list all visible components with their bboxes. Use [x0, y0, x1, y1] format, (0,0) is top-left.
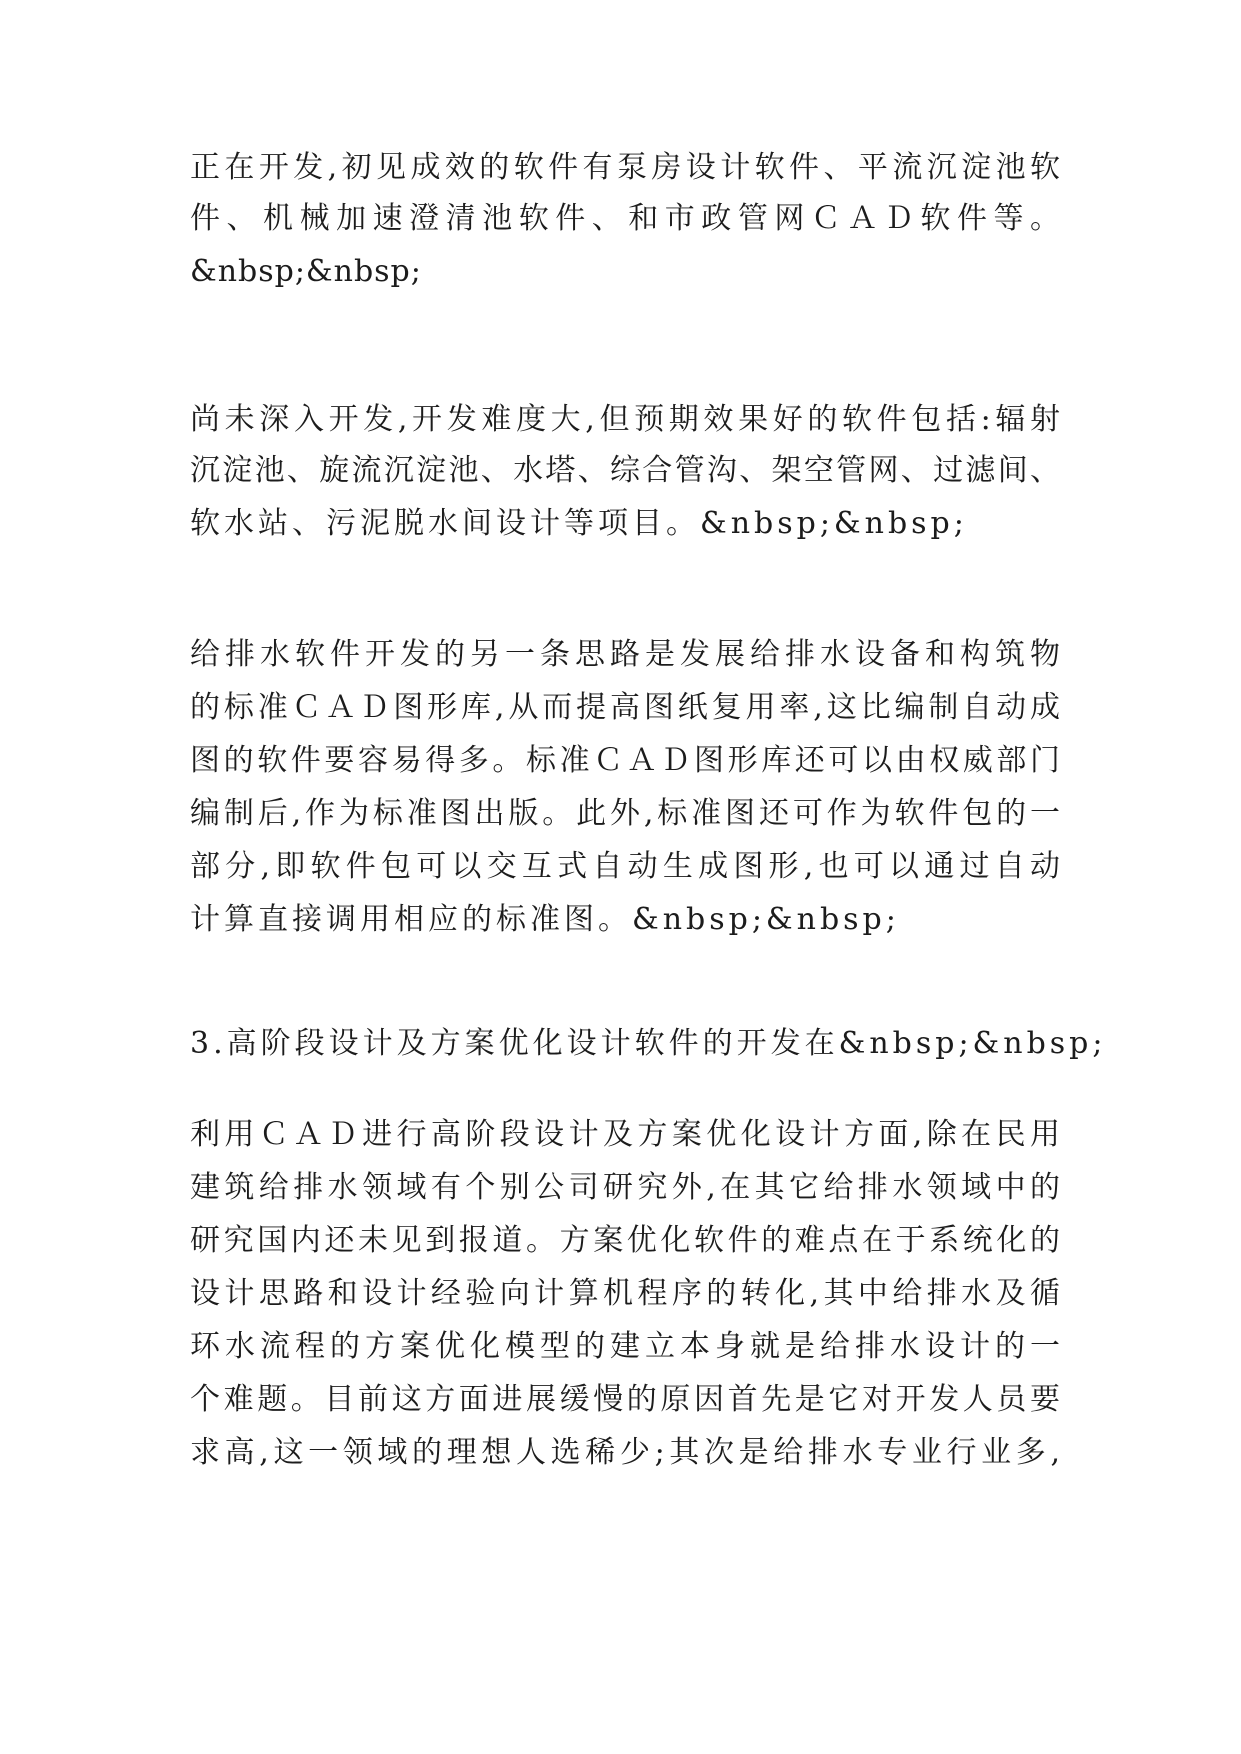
paragraph-line: 给排水软件开发的另一条思路是发展给排水设备和构筑物 — [190, 637, 1060, 672]
paragraph-line: 设计思路和设计经验向计算机程序的转化,其中给排水及循 — [190, 1276, 1060, 1311]
paragraph-line: 的标准ＣＡＤ图形库,从而提高图纸复用率,这比编制自动成 — [190, 690, 1060, 725]
paragraph-line: 求高,这一领域的理想人选稀少;其次是给排水专业行业多, — [190, 1435, 1060, 1470]
paragraph-line: 软水站、污泥脱水间设计等项目。&nbsp;&nbsp; — [190, 506, 968, 541]
paragraph-line: 建筑给排水领域有个别公司研究外,在其它给排水领域中的 — [190, 1170, 1060, 1205]
paragraph-line: 件、机械加速澄清池软件、和市政管网ＣＡＤ软件等。 — [190, 201, 1060, 236]
paragraph-line: 尚未深入开发,开发难度大,但预期效果好的软件包括:辐射 — [190, 402, 1060, 437]
paragraph-line: &nbsp;&nbsp; — [190, 254, 422, 289]
paragraph-line: 环水流程的方案优化模型的建立本身就是给排水设计的一 — [190, 1329, 1060, 1364]
paragraph-line: 沉淀池、旋流沉淀池、水塔、综合管沟、架空管网、过滤间、 — [190, 453, 1060, 488]
paragraph-line: 个难题。目前这方面进展缓慢的原因首先是它对开发人员要 — [190, 1382, 1060, 1417]
paragraph-line: 图的软件要容易得多。标准ＣＡＤ图形库还可以由权威部门 — [190, 743, 1060, 778]
paragraph-line: 计算直接调用相应的标准图。&nbsp;&nbsp; — [190, 902, 900, 937]
paragraph-line: 部分,即软件包可以交互式自动生成图形,也可以通过自动 — [190, 849, 1060, 884]
paragraph-line: 利用ＣＡＤ进行高阶段设计及方案优化设计方面,除在民用 — [190, 1117, 1060, 1152]
paragraph-line: 正在开发,初见成效的软件有泵房设计软件、平流沉淀池软 — [190, 150, 1060, 185]
heading-line: 3.高阶段设计及方案优化设计软件的开发在&nbsp;&nbsp; — [190, 1026, 1107, 1061]
paragraph-line: 研究国内还未见到报道。方案优化软件的难点在于系统化的 — [190, 1223, 1060, 1258]
paragraph-line: 编制后,作为标准图出版。此外,标准图还可作为软件包的一 — [190, 796, 1060, 831]
